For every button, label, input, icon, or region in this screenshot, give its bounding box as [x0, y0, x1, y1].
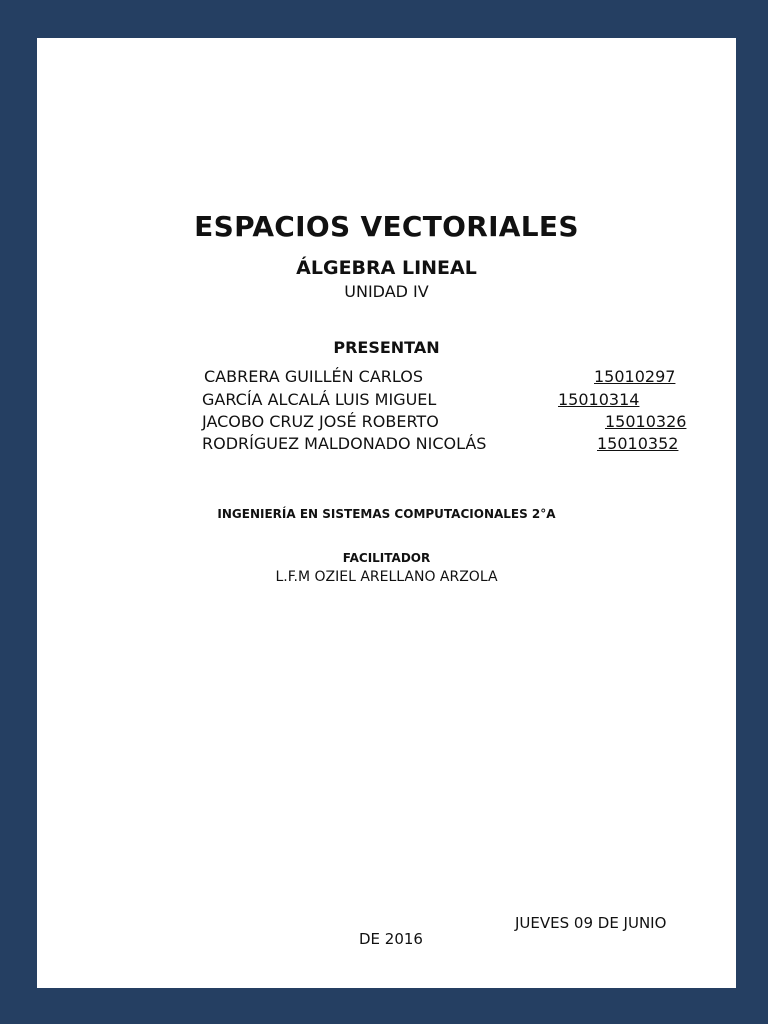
document-title: ESPACIOS VECTORIALES — [194, 210, 579, 243]
date-continuation: DE 2016 — [359, 930, 423, 948]
presenter-id: 15010326 — [605, 412, 687, 431]
presenter-id: 15010352 — [597, 434, 679, 453]
presenter-id: 15010297 — [594, 367, 676, 386]
unit-label: UNIDAD IV — [344, 282, 429, 301]
subject-heading: ÁLGEBRA LINEAL — [296, 257, 477, 279]
presenter-id: 15010314 — [558, 390, 640, 409]
facilitator-name: L.F.M OZIEL ARELLANO ARZOLA — [275, 569, 498, 585]
career-line: INGENIERÍA EN SISTEMAS COMPUTACIONALES 2°A — [217, 507, 556, 521]
date-line: JUEVES 09 DE JUNIO — [515, 914, 667, 932]
presenter-name: JACOBO CRUZ JOSÉ ROBERTO — [202, 412, 439, 431]
presenters-heading: PRESENTAN — [333, 338, 440, 357]
document-page — [37, 38, 736, 988]
presenter-name: CABRERA GUILLÉN CARLOS — [204, 367, 423, 386]
presenter-name: RODRÍGUEZ MALDONADO NICOLÁS — [202, 434, 487, 453]
facilitator-label: FACILITADOR — [342, 551, 431, 565]
presenter-name: GARCÍA ALCALÁ LUIS MIGUEL — [202, 390, 437, 409]
